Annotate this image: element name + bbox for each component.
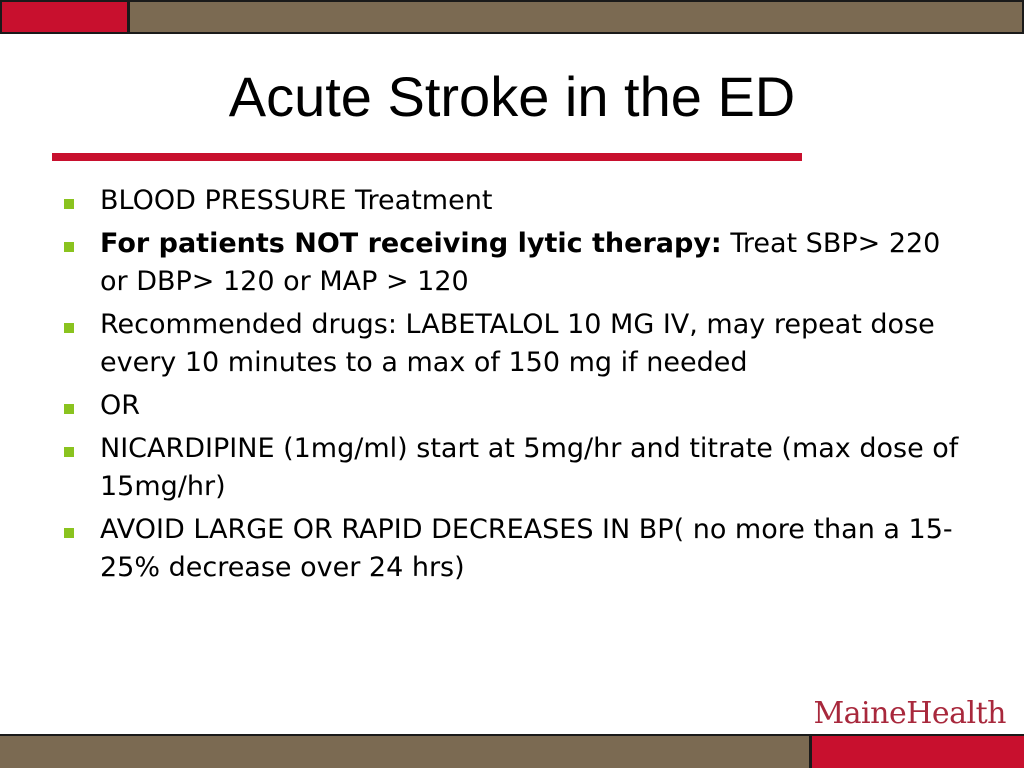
- bullet-item: [60, 430, 970, 506]
- top-bar-brown-block: [130, 2, 1022, 32]
- bullet-text: OR: [100, 390, 141, 421]
- bottom-bar-red-block: [812, 736, 1024, 768]
- top-decorative-bar: [0, 0, 1024, 34]
- top-bar-red-block: [2, 2, 127, 32]
- bullet-list: [60, 182, 970, 592]
- bullet-text: NICARDIPINE (1mg/ml) start at 5mg/hr and titrate (max dose of 15mg/hr): [100, 433, 959, 502]
- bullet-text: Recommended drugs: LABETALOL 10 MG IV, may repeat dose every 10 minutes to a max of 150 mg if needed: [100, 309, 935, 378]
- square-bullet-icon: [64, 404, 74, 414]
- bullet-item: [60, 306, 970, 382]
- bullet-text: AVOID LARGE OR RAPID DECREASES IN BP( no more than a 15-25% decrease over 24 hrs): [100, 514, 953, 583]
- square-bullet-icon: [64, 242, 74, 252]
- bullet-text: Treat SBP> 220 or DBP> 120 or MAP > 120: [100, 228, 941, 297]
- slide-title: Acute Stroke in the ED: [228, 65, 796, 128]
- bullet-text: BLOOD PRESSURE Treatment: [100, 185, 493, 216]
- bottom-decorative-bar: [0, 734, 1024, 768]
- bullet-bold-lead: For patients NOT receiving lytic therapy:: [100, 228, 722, 259]
- square-bullet-icon: [64, 199, 74, 209]
- square-bullet-icon: [64, 447, 74, 457]
- square-bullet-icon: [64, 323, 74, 333]
- bullet-item: [60, 182, 970, 220]
- bottom-bar-brown-block: [0, 736, 809, 768]
- title-underline: [52, 153, 802, 161]
- bullet-item: [60, 225, 970, 301]
- bullet-item: [60, 511, 970, 587]
- mainehealth-logo: MaineHealth: [813, 696, 1006, 731]
- square-bullet-icon: [64, 528, 74, 538]
- bullet-item: [60, 387, 970, 425]
